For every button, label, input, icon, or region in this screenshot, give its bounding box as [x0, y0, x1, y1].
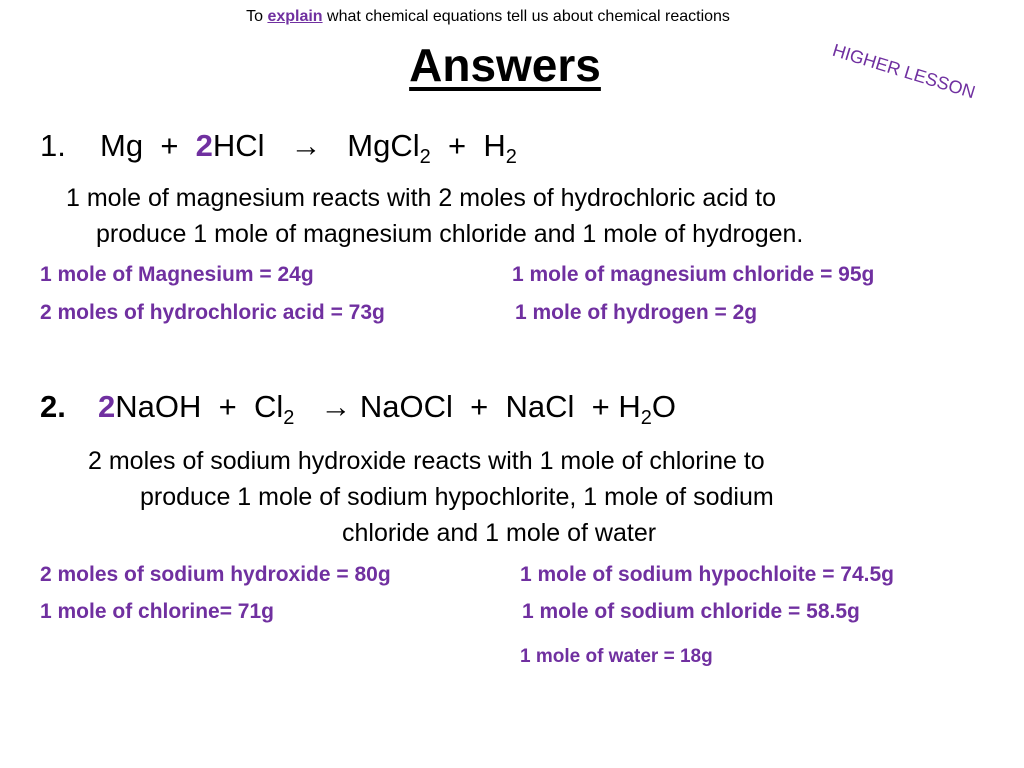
- higher-lesson-tag: HIGHER LESSON: [830, 40, 978, 103]
- objective-keyword: explain: [267, 8, 323, 25]
- q1-mass-hydrochloric-acid: 2 moles of hydrochloric acid = 73g: [40, 301, 385, 324]
- q2-number: 2.: [40, 389, 66, 424]
- q2-product1: NaOCl: [359, 389, 453, 424]
- q1-mass-magnesium: 1 mole of Magnesium = 24g: [40, 263, 314, 286]
- q1-arrow-icon: →: [290, 128, 322, 163]
- q2-explanation-line3: chloride and 1 mole of water: [342, 519, 657, 547]
- q1-mass-hydrogen: 1 mole of hydrogen = 2g: [515, 301, 758, 324]
- page-title: Answers: [409, 39, 601, 91]
- q2-coefficient: 2: [98, 389, 116, 424]
- q2-product3-tail: O: [651, 389, 676, 424]
- q1-plus2: +: [447, 128, 467, 163]
- q2-reactant2: Cl: [253, 389, 284, 424]
- q1-plus1: +: [160, 128, 179, 163]
- q2-mass-water: 1 mole of water = 18g: [520, 646, 713, 667]
- q1-equation: [100, 128, 517, 168]
- objective-suffix: what chemical equations tell us about chemical reactions: [327, 8, 730, 25]
- q1-product1: MgCl: [347, 128, 420, 163]
- q1-product2-subscript: 2: [505, 146, 517, 168]
- q2-plus3: +: [591, 389, 610, 424]
- q2-product3: H: [618, 389, 641, 424]
- q2-explanation-line1: 2 moles of sodium hydroxide reacts with 1 mole of chlorine to: [88, 447, 765, 475]
- q2-plus2: +: [470, 389, 489, 424]
- q2-mass-chlorine: 1 mole of chlorine= 71g: [40, 600, 274, 623]
- q2-equation: [98, 389, 676, 429]
- q1-mass-magnesium-chloride: 1 mole of magnesium chloride = 95g: [512, 263, 875, 286]
- q2-reactant2-subscript: 2: [283, 407, 295, 429]
- lesson-objective: [0, 8, 976, 26]
- q2-reactant1: NaOH: [115, 389, 202, 424]
- q2-explanation-line2: produce 1 mole of sodium hypochlorite, 1 mole of sodium: [140, 483, 774, 511]
- q1-explanation-line1: 1 mole of magnesium reacts with 2 moles of hydrochloric acid to: [66, 184, 777, 212]
- q1-product2: H: [483, 128, 506, 163]
- q1-coefficient: 2: [195, 128, 213, 163]
- q1-number: 1.: [40, 128, 66, 163]
- q2-arrow-icon: →: [320, 389, 352, 424]
- q1-reactant1: Mg: [100, 128, 144, 163]
- q2-mass-sodium-chloride: 1 mole of sodium chloride = 58.5g: [522, 600, 860, 623]
- objective-prefix: To: [246, 8, 263, 25]
- q1-explanation-line2: produce 1 mole of magnesium chloride and 1 mole of hydrogen.: [96, 220, 804, 248]
- q1-product1-subscript: 2: [419, 146, 431, 168]
- q2-mass-sodium-hypochlorite: 1 mole of sodium hypochloite = 74.5g: [520, 563, 894, 586]
- q1-reactant2: HCl: [212, 128, 265, 163]
- q2-plus1: +: [218, 389, 237, 424]
- q2-product3-subscript: 2: [640, 407, 652, 429]
- q2-product2: NaCl: [505, 389, 575, 424]
- q2-mass-sodium-hydroxide: 2 moles of sodium hydroxide = 80g: [40, 563, 391, 586]
